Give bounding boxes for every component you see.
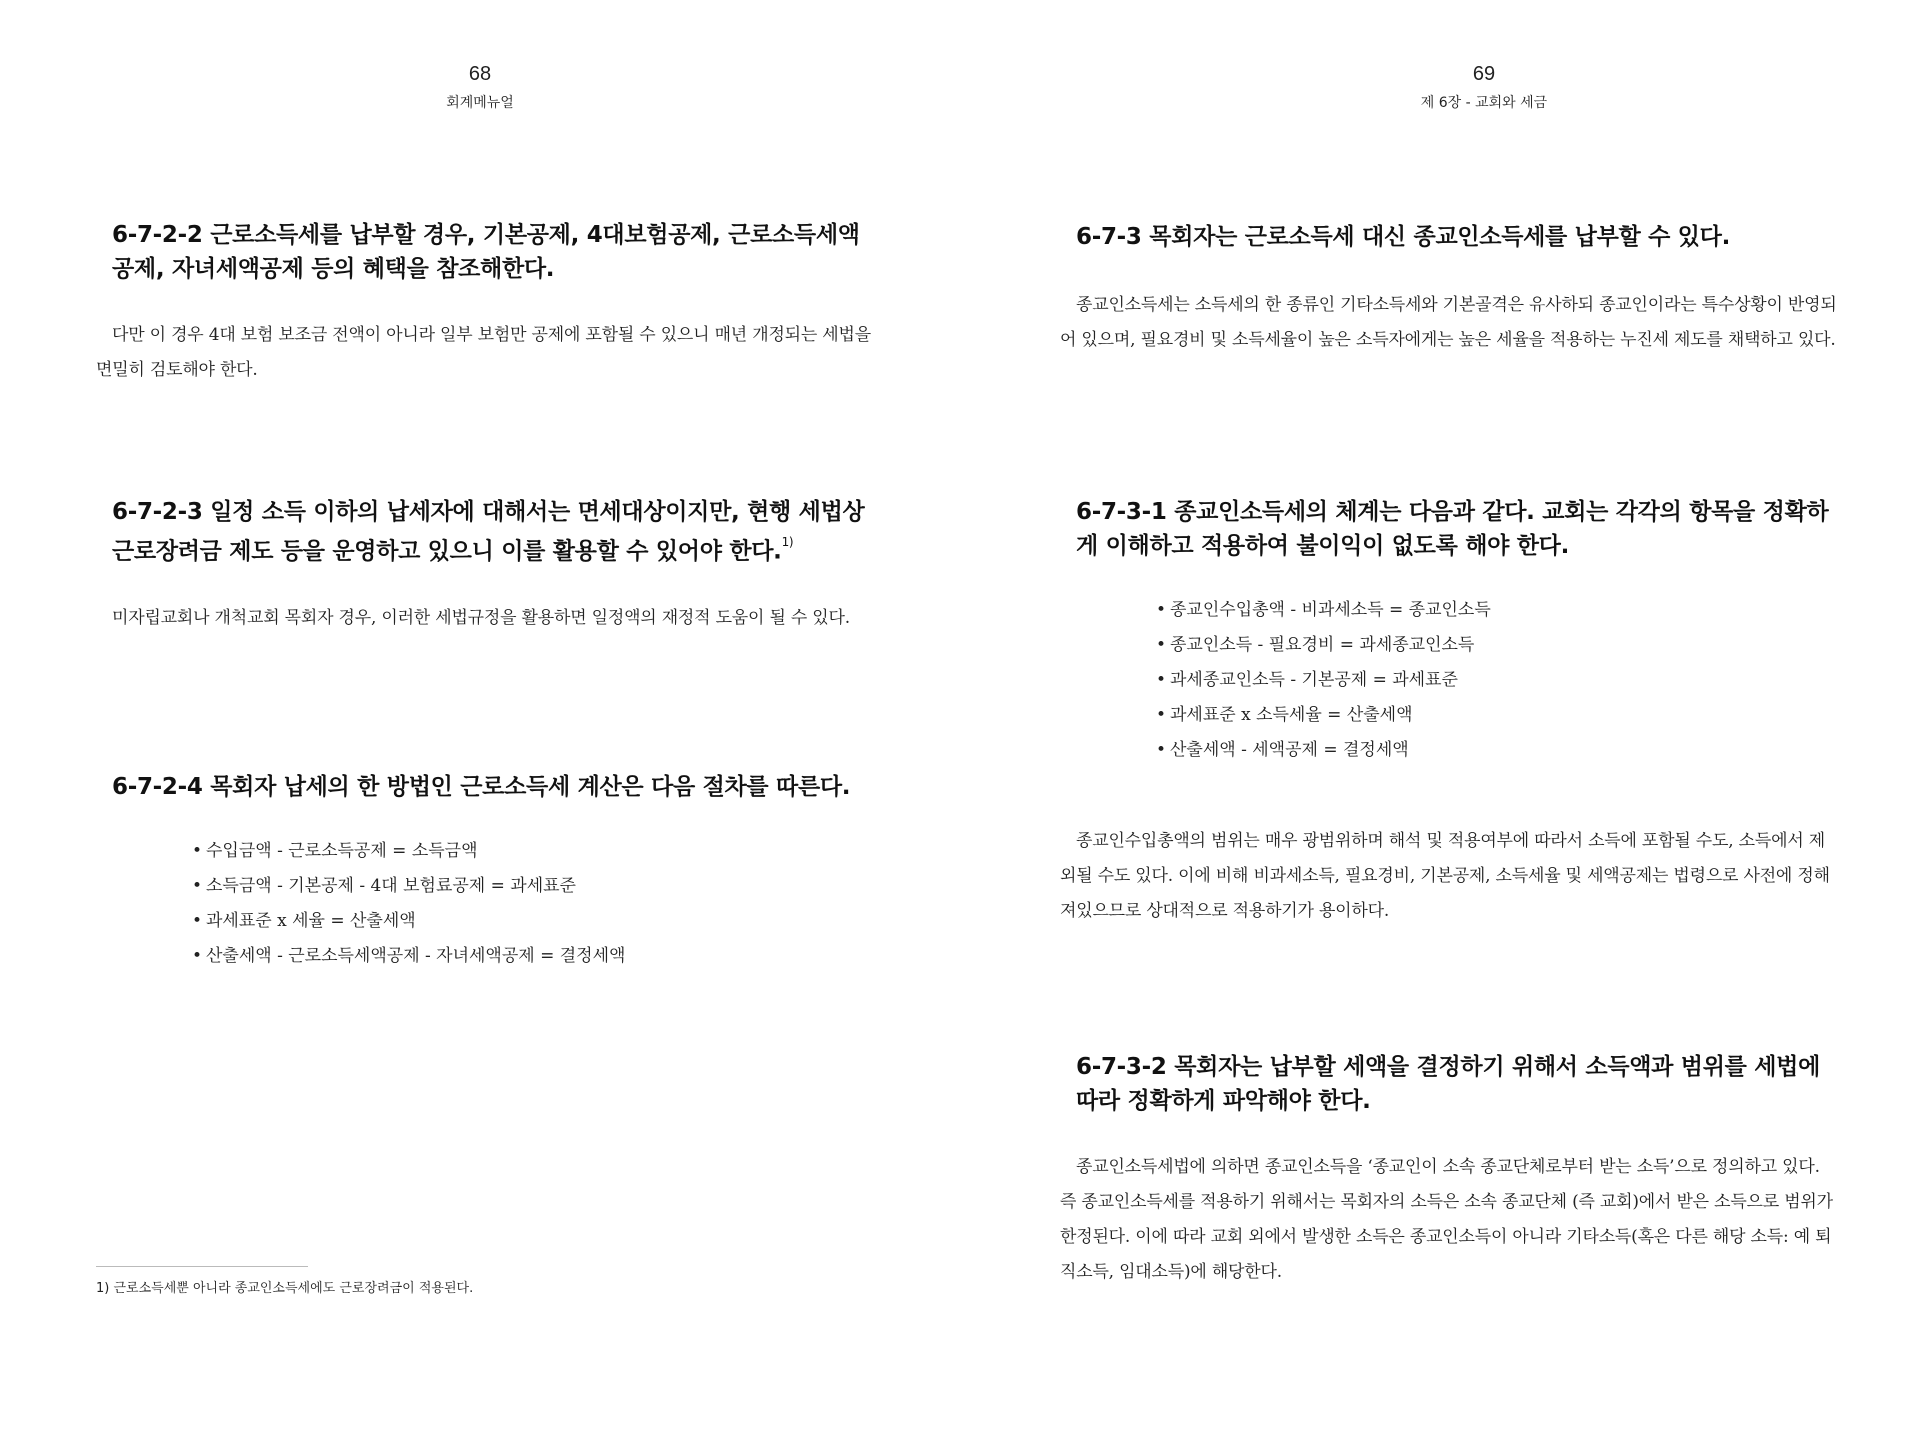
right-page: [960, 0, 1920, 1434]
list-item: • 종교인소득 - 필요경비 = 과세종교인소득: [1156, 635, 1475, 655]
section-heading: 6-7-2-2 근로소득세를 납부할 경우, 기본공제, 4대보험공제, 근로소득세액공제, 자녀세액공제 등의 혜택을 참조해한다.: [112, 222, 860, 282]
page-number: 69: [1472, 63, 1496, 85]
section-6-7-2-4: [96, 770, 872, 974]
running-head: 제 6장 - 교회와 세금: [1420, 95, 1548, 111]
footnote-ref[interactable]: 1): [781, 535, 794, 549]
section-6-7-3: [1060, 220, 1838, 358]
page-number: 68: [468, 63, 492, 85]
section-body: 미자립교회나 개척교회 목회자 경우, 이러한 세법규정을 활용하면 일정액의 재정적 도움이 될 수 있다.: [112, 607, 850, 628]
bullet-list: [192, 834, 872, 974]
section-heading: 6-7-3-1 종교인소득세의 체계는 다음과 같다. 교회는 각각의 항목을 정확하게 이해하고 적용하여 불이익이 없도록 해야 한다.: [1076, 499, 1829, 559]
list-item: • 종교인수입총액 - 비과세소득 = 종교인소득: [1156, 600, 1491, 620]
running-head: 회계메뉴얼: [446, 95, 514, 111]
list-item: • 과세종교인소득 - 기본공제 = 과세표준: [1156, 670, 1458, 690]
footnote-divider: [96, 1266, 308, 1267]
list-item: • 산출세액 - 세액공제 = 결정세액: [1156, 740, 1409, 760]
bullet-list: [1156, 593, 1838, 768]
footnote: 1) 근로소득세뿐 아니라 종교인소득세에도 근로장려금이 적용된다.: [96, 1281, 474, 1296]
section-6-7-2-2: [96, 218, 872, 388]
left-page-header: [400, 62, 560, 112]
section-6-7-3-1: [1060, 495, 1838, 929]
list-item: • 소득금액 - 기본공제 - 4대 보험료공제 = 과세표준: [192, 876, 576, 896]
section-6-7-3-2: [1060, 1050, 1838, 1290]
section-heading: 6-7-3-2 목회자는 납부할 세액을 결정하기 위해서 소득액과 범위를 세법에 따라 정확하게 파악해야 한다.: [1076, 1054, 1820, 1114]
right-page-header: [1344, 62, 1624, 112]
section-body: 종교인소득세는 소득세의 한 종류인 기타소득세와 기본골격은 유사하되 종교인이라는 특수상황이 반영되어 있으며, 필요경비 및 소득세율이 높은 소득자에게는 높은 세율을 적용하는 누진세 제도를 채택하고 있다.: [1060, 295, 1837, 350]
section-heading-text: 6-7-2-3 일정 소득 이하의 납세자에 대해서는 면세대상이지만, 현행 세법상 근로장려금 제도 등을 운영하고 있으니 이를 활용할 수 있어야 한다.: [112, 499, 865, 565]
section-heading: 6-7-3 목회자는 근로소득세 대신 종교인소득세를 납부할 수 있다.: [1076, 224, 1731, 250]
section-heading: 6-7-2-4 목회자 납세의 한 방법인 근로소득세 계산은 다음 절차를 따른다.: [112, 774, 851, 800]
section-heading: [112, 495, 872, 569]
list-item: • 산출세액 - 근로소득세액공제 - 자녀세액공제 = 결정세액: [192, 946, 626, 966]
list-item: • 과세표준 x 소득세율 = 산출세액: [1156, 705, 1413, 725]
list-item: • 수입금액 - 근로소득공제 = 소득금액: [192, 841, 478, 861]
section-body: 종교인수입총액의 범위는 매우 광범위하며 해석 및 적용여부에 따라서 소득에 포함될 수도, 소득에서 제외될 수도 있다. 이에 비해 비과세소득, 필요경비, 기본공제, 소득세율 및 세액공제는 법령으로 사전에 정해져있으므로 상대적으로 적용하기가 용이하다.: [1060, 831, 1830, 921]
section-body: 다만 이 경우 4대 보험 보조금 전액이 아니라 일부 보험만 공제에 포함될 수 있으니 매년 개정되는 세법을 면밀히 검토해야 한다.: [96, 325, 871, 380]
list-item: • 과세표준 x 세율 = 산출세액: [192, 911, 416, 931]
section-body: 종교인소득세법에 의하면 종교인소득을 ‘종교인이 소속 종교단체로부터 받는 소득’으로 정의하고 있다. 즉 종교인소득세를 적용하기 위해서는 목회자의 소득은 소속 종교단체 (즉 교회)에서 받은 소득으로 범위가 한정된다. 이에 따라 교회 외에서 발생한 소득은 종교인소득이 아니라 기타소득(혹은 다른 해당 소득: 예 퇴직소득, 임대소득)에 해당한다.: [1060, 1157, 1833, 1282]
section-6-7-2-3: [96, 495, 872, 636]
